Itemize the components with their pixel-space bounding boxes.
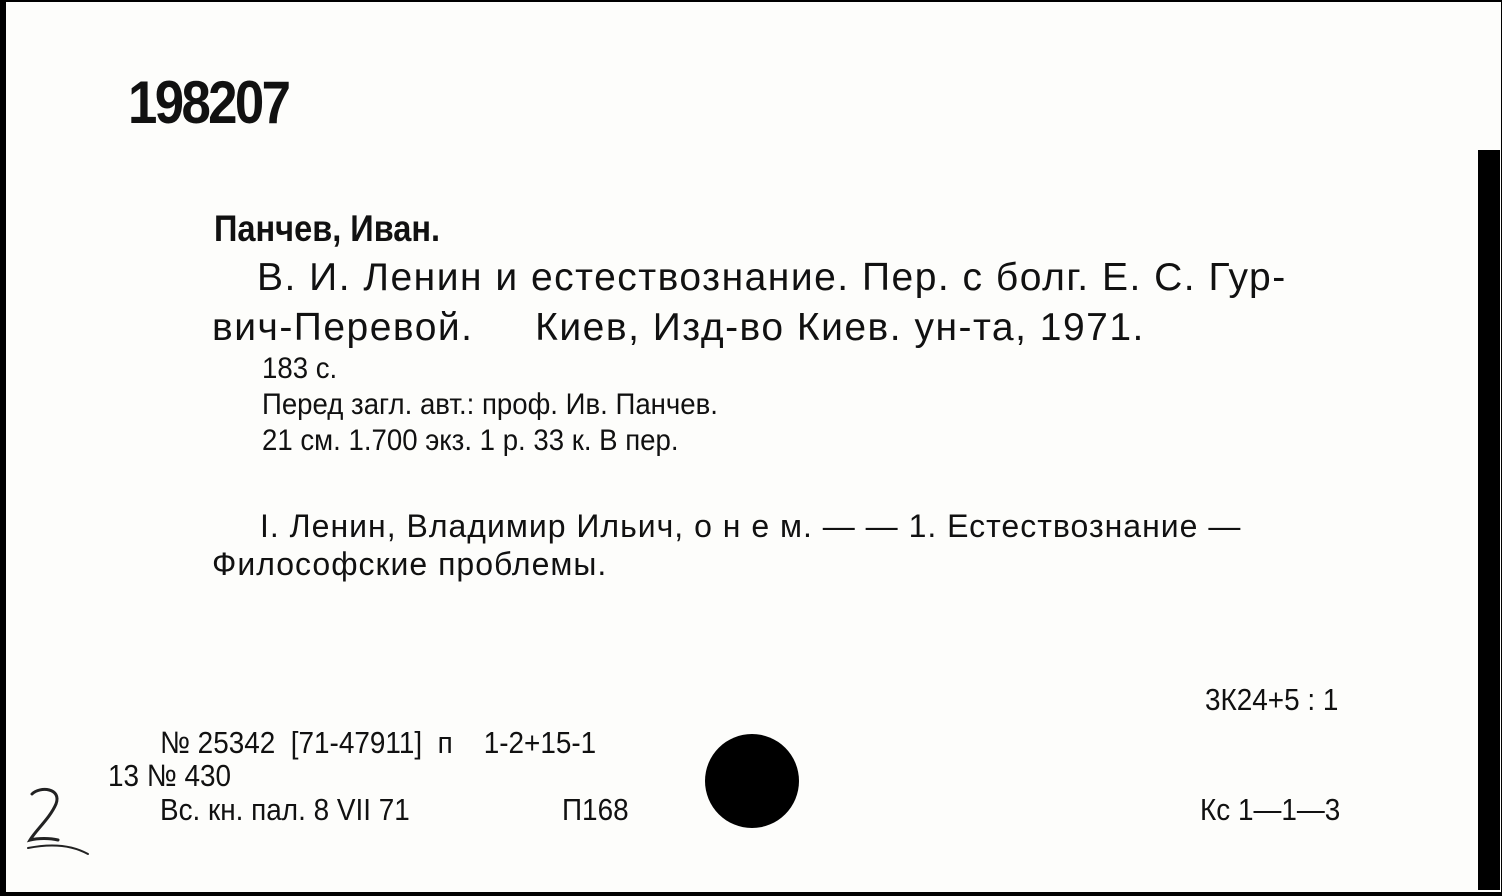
classification-code: 3К24+5 : 1: [1205, 682, 1339, 717]
copy-number: 13 № 430: [108, 758, 232, 793]
print-code: П168: [562, 792, 629, 827]
handwritten-mark: [18, 782, 98, 862]
title-line-1: В. И. Ленин и естествознание. Пер. с болг. Е. С. Гур-: [257, 256, 1287, 299]
subjects-line-1: I. Ленин, Владимир Ильич, о н е м. — — 1. Естествознание —: [260, 508, 1242, 544]
location-code: Кс 1—1—3: [1200, 792, 1341, 827]
author-note: Перед загл. авт.: проф. Ив. Панчев.: [262, 388, 718, 421]
pages-count: 183 с.: [262, 352, 338, 385]
card-edge-shadow: [1478, 150, 1500, 890]
catalog-number: 198207: [128, 69, 289, 136]
title-line-2: вич-Перевой. Киев, Изд-во Киев. ун-та, 1971.: [212, 306, 1145, 349]
author-heading: Панчев, Иван.: [214, 208, 441, 249]
record-number: № 25342 [71-47911] п 1-2+15-1: [160, 725, 597, 760]
subjects-line-2: Философские проблемы.: [212, 546, 608, 582]
punch-hole: [705, 734, 799, 828]
physical-description: 21 см. 1.700 экз. 1 р. 33 к. В пер.: [262, 424, 679, 457]
chamber-info: Вс. кн. пал. 8 VII 71: [160, 792, 410, 827]
